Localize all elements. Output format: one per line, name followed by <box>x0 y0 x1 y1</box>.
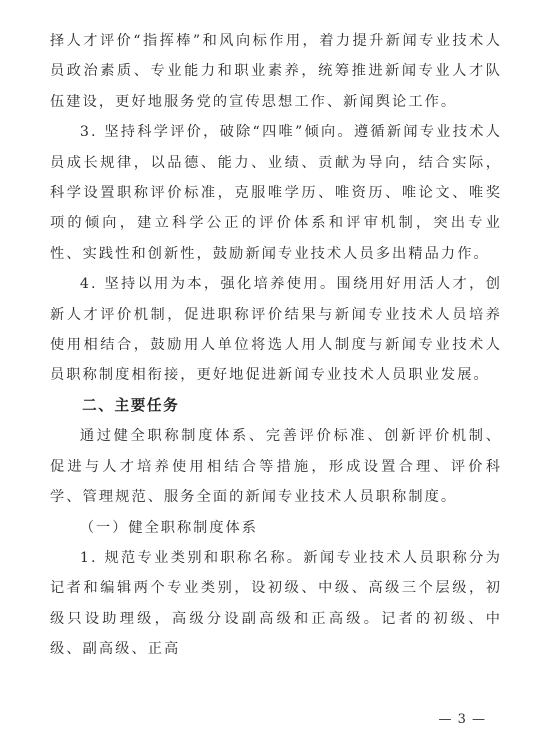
subsection-heading-system: （一）健全职称制度体系 <box>79 519 258 536</box>
paragraph-continued: 择人才评价“指挥棒”和风向标作用，着力提升新闻专业技术人员政治素质、专业能力和职业素养，统筹推进新闻专业人才队伍建设，更好地服务党的宣传思想工作、新闻舆论工作。 <box>50 33 502 110</box>
paragraph-task-1: 1. 规范专业类别和职称名称。新闻专业技术人员职称分为记者和编辑两个专业类别，设初级、中级、高级三个层级，初级只设助理级，高级分设副高级和正高级。记者的初级、中级、副高级、正高 <box>50 549 502 658</box>
paragraph-main-tasks-intro: 通过健全职称制度体系、完善评价标准、创新评价机制、促进与人才培养使用相结合等措施，形成设置合理、评价科学、管理规范、服务全面的新闻专业技术人员职称制度。 <box>50 428 502 506</box>
paragraph-principle-3: 3. 坚持科学评价，破除“四唯”倾向。遵循新闻专业技术人员成长规律，以品德、能力、业绩、贡献为导向，结合实际，科学设置职称评价标准，克服唯学历、唯资历、唯论文、唯奖项的倾向，建立科学公正的评价体系和评审机制，突出专业性、实践性和创新性，鼓励新闻专业技术人员多出精品力作。 <box>50 124 502 262</box>
document-page <box>50 26 502 665</box>
section-heading-main-tasks: 二、主要任务 <box>82 396 180 414</box>
page-number: — 3 — <box>438 712 486 727</box>
paragraph-principle-4: 4. 坚持以用为本，强化培养使用。围绕用好用活人才，创新人才评价机制，促进职称评价结果与新闻专业技术人员培养使用相结合，鼓励用人单位将选人用人制度与新闻专业技术人员职称制度相衔接，更好地促进新闻专业技术人员职业发展。 <box>50 276 502 384</box>
